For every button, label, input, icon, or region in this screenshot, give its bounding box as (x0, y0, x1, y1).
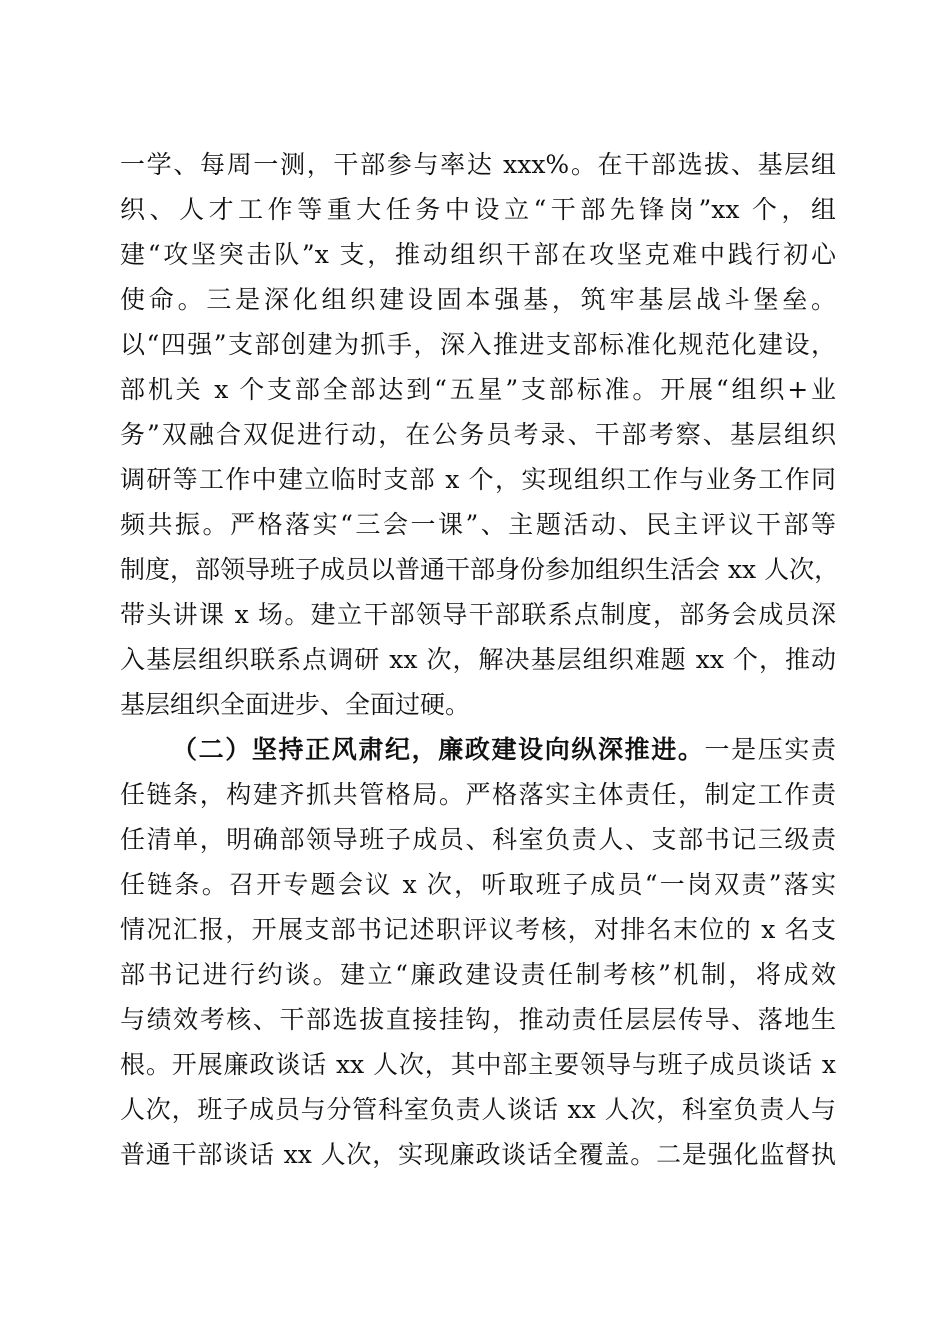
body-line: 以“四强”支部创建为抓手，深入推进支部标准化规范化建设， (120, 330, 836, 359)
body-line: 部机关 x 个支部全部达到“五星”支部标准。开展“组织+业 (120, 375, 836, 404)
body-line: 建“攻坚突击队”x 支，推动组织干部在攻坚克难中践行初心 (120, 240, 836, 269)
body-line: 任链条。召开专题会议 x 次，听取班子成员“一岗双责”落实 (120, 870, 836, 899)
body-line: 任清单，明确部领导班子成员、科室负责人、支部书记三级责 (120, 825, 836, 854)
body-line: 一学、每周一测，干部参与率达 xxx%。在干部选拔、基层组 (120, 150, 836, 179)
body-line: 织、人才工作等重大任务中设立“干部先锋岗”xx 个，组 (120, 195, 836, 224)
body-line: 与绩效考核、干部选拔直接挂钩，推动责任层层传导、落地生 (120, 1005, 836, 1034)
body-line: 情况汇报，开展支部书记述职评议考核，对排名末位的 x 名支 (120, 915, 836, 944)
section-first-line (172, 730, 836, 770)
body-line: 入基层组织联系点调研 xx 次，解决基层组织难题 xx 个，推动 (120, 645, 836, 674)
body-line: 根。开展廉政谈话 xx 人次，其中部主要领导与班子成员谈话 x (120, 1050, 836, 1079)
body-line: 带头讲课 x 场。建立干部领导干部联系点制度，部务会成员深 (120, 600, 836, 629)
body-line: 基层组织全面进步、全面过硬。 (120, 690, 471, 719)
section-first-line-rest: 一是压实责 (704, 735, 836, 764)
body-line: 人次，班子成员与分管科室负责人谈话 xx 人次，科室负责人与 (120, 1095, 836, 1124)
body-line: 调研等工作中建立临时支部 x 个，实现组织工作与业务工作同 (120, 465, 836, 494)
body-line: 普通干部谈话 xx 人次，实现廉政谈话全覆盖。二是强化监督执 (120, 1140, 836, 1169)
body-line: 制度，部领导班子成员以普通干部身份参加组织生活会 xx 人次， (120, 555, 840, 584)
section-heading: （二）坚持正风肃纪，廉政建设向纵深推进。 (172, 735, 705, 764)
body-line: 部书记进行约谈。建立“廉政建设责任制考核”机制，将成效 (120, 960, 836, 989)
body-line: 任链条，构建齐抓共管格局。严格落实主体责任，制定工作责 (120, 780, 836, 809)
body-line: 频共振。严格落实“三会一课”、主题活动、民主评议干部等 (120, 510, 836, 539)
body-line: 务”双融合双促进行动，在公务员考录、干部考察、基层组织 (120, 420, 836, 449)
body-line: 使命。三是深化组织建设固本强基，筑牢基层战斗堡垒。 (120, 285, 836, 314)
